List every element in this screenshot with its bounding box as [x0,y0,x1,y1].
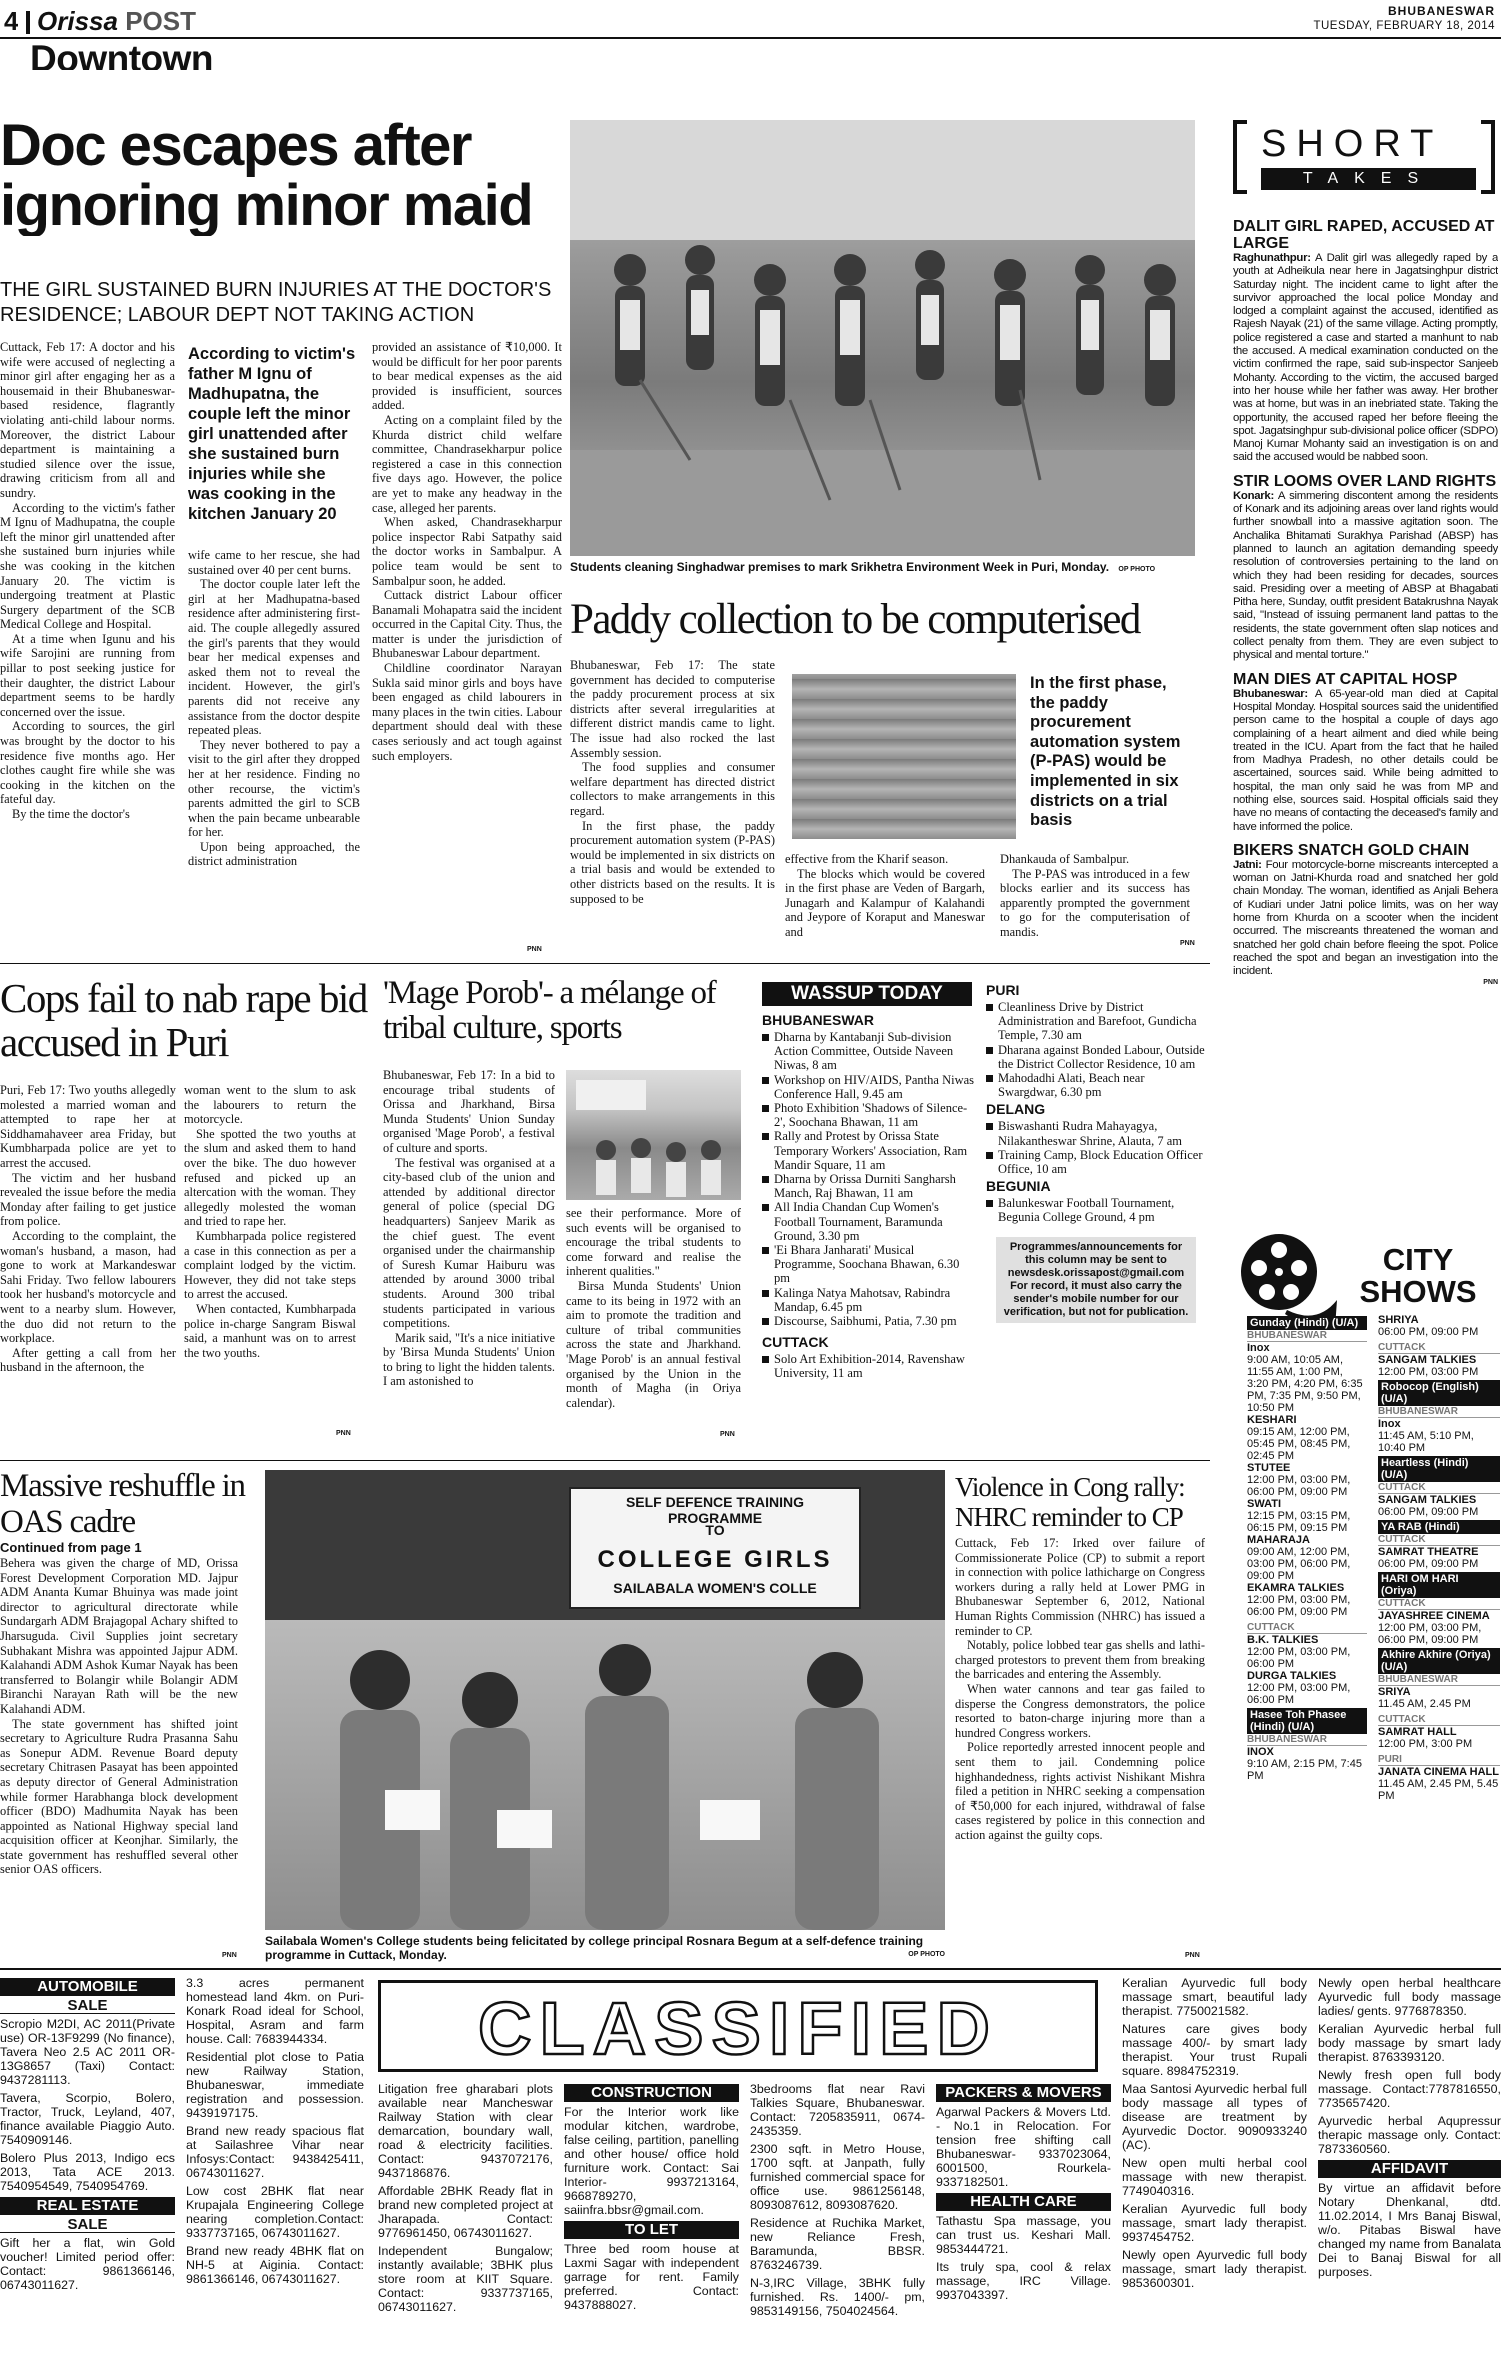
show-times: 11:45 AM, 5:10 PM, 10:40 PM [1378,1430,1474,1454]
short-take-item [1233,671,1498,834]
show-times: 12:00 PM, 3:00 PM [1378,1738,1473,1750]
violence-headline: Violence in Cong rally: NHRC reminder to CP [955,1472,1185,1532]
classified-ad: Tathastu Spa massage, you can trust us. Keshari Mall. 9853444721. [936,2214,1111,2256]
wassup-city: BEGUNIA [986,1178,1051,1195]
short-take-item [1233,218,1498,465]
classified-ad: N-3,IRC Village, 3BHK fully furnished. Rs. 1400/- pm, 9853149156, 7504024564. [750,2276,925,2318]
show-times: 12:00 PM, 03:00 PM, 06:00 PM, 09:00 PM [1247,1474,1351,1498]
theatre-name: SAMRAT HALL [1378,1726,1457,1738]
wassup-list-bhubaneswar: Dharna by Kantabanji Sub-division Action Committee, Outside Naveen Niwas, 8 am Workshop on HIV/AIDS, Pantha Niwas Conference Hall, 9.45 am Photo Exhibition 'Shadows of Silence-2', Soochana Bhawan, 11 am Rally and Protest by Orissa State Temporary Workers' Association, Ram Mandir Square, 11 am Dharna by Orissa Durniti Sangharsh Manch, Raj Bhawan, 11 am All India Chandan Cup Women's Football Tournament, Baramunda Ground, 3.30 pm 'Ei Bhara Janharati' Musical Programme, Soochana Bhawan, 6.30 pm Kalinga Natya Mahotsav, Rabindra Mandap, 6.45 pm Discourse, Saibhumi, Patia, 7.30 pm [762,1030,977,1328]
wassup-city: DELANG [986,1101,1046,1118]
students-photo-illustration [570,120,1195,556]
cops-headline: Cops fail to nab rape bid accused in Puri [0,976,367,1064]
classified-heading: CONSTRUCTION [564,2084,739,2102]
film-title: YA RAB (Hindi) [1378,1520,1500,1534]
rule-mid [0,963,1210,964]
wassup-city: CUTTACK [762,1334,829,1351]
classified-ad: Three bed room house at Laxmi Sagar with independent garrage for rent. Family preferred. Contact: 9437888027. [564,2242,739,2312]
short-takes-items [1233,218,1498,986]
classified-heading: HEALTH CARE [936,2193,1111,2211]
classified-ad: Independent Bungalow; instantly available; 3BHK plus store room at KIIT Square. Contact: 9337737165, 06743011627. [378,2244,553,2314]
wassup-title: WASSUP TODAY [762,982,972,1006]
theatre-name: Inox [1378,1418,1401,1430]
city-label: BHUBANESWAR [1247,1734,1367,1746]
theatre-name: SHRIYA [1378,1314,1419,1326]
show-times: 12:00 PM, 03:00 PM, 06:00 PM, 09:00 PM [1247,1594,1351,1618]
wassup-list-begunia: Balunkeswar Football Tournament, Begunia College Ground, 4 pm [986,1196,1206,1224]
wassup-col-left [762,1010,977,1381]
paddy-headline: Paddy collection to be computerised [570,596,1140,643]
classified-heading: AUTOMOBILE [0,1978,175,1996]
cops-col-1: Puri, Feb 17: Two youths allegedly molested a married woman and attempted to rape her at Siddhamahaveer area Friday, but Kumbharpada police are yet to arrest the accused. The victim and her husband revealed the issue before the media Monday after failing to get justice from police. According to the complaint, the woman's husband, a mason, had gone to work at Markandeswar Sahi Friday. Two fellow labourers took her husband's motorcycle and went to a nearby slum. However, the duo did not return to the workplace. After getting a call from her husband in the afternoon, the [0,1083,176,1375]
reshuffle-headline: Massive reshuffle in OAS cadre [0,1468,245,1540]
lead-col-1: Cuttack, Feb 17: A doctor and his wife were accused of neglecting a minor girl after engaging her as a housemaid in their Bhubaneswar-based residence, flagrantly violating anti-child labour norms. Moreover, the district Labour department is maintaining a studied silence over the issue, drawing criticism from all and sundry. According to the victim's father M Ignu of Madhupatna, the couple left the minor girl unattended after she sustained burn injuries while she was cooking in the kitchen January 20. The victim is undergoing treatment at Plastic Surgery department of the SCB Medical College and Hospital. At a time when Igunu and his wife Sarojini are running from pillar to post seeking justice for their daughter, the district Labour department seems to be hardly concerned over the issue. According to sources, the girl was brought by the doctor to his residence five months ago. Her clothes caught fire while she was cooking in the kitchen on the fateful day. By the time the doctor's [0,340,175,821]
photo1-caption [570,560,1195,577]
classified-heading: TO LET [564,2221,739,2239]
wassup-city: BHUBANESWAR [762,1012,874,1028]
theatre-name: SWATI [1247,1498,1282,1510]
show-times: 06:00 PM, 09:00 PM [1378,1558,1479,1570]
photo1-caption-text: Students cleaning Singhadwar premises to mark Srikhetra Environment Week in Puri, Monday. [570,560,1110,574]
reshuffle-body: Behera was given the charge of MD, Orissa Forest Development Corporation MD. Jajpur ADM Ananta Kumar Bhuinya was made joint director to agricultural directorate while Sundargarh ADM Brajagopal Achary shifted to Jharsuguda. Civil Supplies joint secretary Subhakant Mishra was appointed Jajpur ADM. Kalahandi ADM Ashok Kumar Nayak has been transferred to Bolangir while Bolangir ADM Biranchi Narayan Rath will be the new Kalahandi ADM. The state government has shifted joint secretary to Agriculture Rudra Prasanna Sahu as Sonepur ADM. Revenue Board deputy secretary Chitrasen Pasayat has been appointed as deputy director of General Administration while former Harabhanga block development officer (BDO) Madhumita Nayak has been appointed as National Highway special land acquisition officer at Keonjhar. Similarly, the state government has reshuffled several other senior OAS officers. [0,1556,238,1877]
paddy-pullquote: In the first phase, the paddy procurement automation system (P-PAS) would be implemented in six districts on a trial basis [1030,674,1181,830]
short-takes-sidebar [1233,118,1501,1176]
city-label: CUTTACK [1378,1482,1500,1494]
city-shows [1233,1230,1501,1960]
classified-ad: Residence at Ruchika Market, new Reliance Fresh, Baramunda, BBSR. 8763246739. [750,2216,925,2272]
classified-col-1 [0,1976,175,2360]
theatre-name: SANGAM TALKIES [1378,1494,1477,1506]
reshuffle-continued: Continued from page 1 [0,1540,142,1555]
classified-ad: 3.3 acres permanent homestead land 4km. on Puri-Konark Road ideal for School, Hospital, Asram and farm house. Call: 7683944334. [186,1976,364,2046]
classified-col-2 [186,1976,364,2360]
classified-ad: Affordable 2BHK Ready flat in brand new completed project at Jharapada. Contact: 9776961450, 06743011627. [378,2184,553,2240]
theatre-name: SAMRAT THEATRE [1378,1546,1479,1558]
classified-ad: Bolero Plus 2013, Indigo ecs 2013, Tata ACE 2013. 7540954549, 7540954769. [0,2151,175,2193]
paddy-col-2: effective from the Kharif season. The blocks which would be covered in the first phase are Veden of Bargarh, Junagarh and Kalampur of Kalahandi and Jeypore of Koraput and Maneswar and [785,852,985,939]
banner-line-2: COLLEGE GIRLS [597,1546,833,1573]
classified-ad: Newly fresh open full body massage. Contact:7787816550, 7735657420. [1318,2068,1501,2110]
classified-ad: For the Interior work like modular kitchen, wardrobe, false ceiling, partition, panelling and other house/ office hold furniture work. Contact: Sai Interior- 9937213164, 9668789270, saiinfra.bbsr@gmail.com. [564,2105,739,2217]
cops-byline: PNN [336,1430,351,1437]
show-times: 12:00 PM, 03:00 PM, 06:00 PM [1247,1682,1351,1706]
show-times: 12:00 PM, 03:00 PM, 06:00 PM, 09:00 PM [1378,1622,1482,1646]
show-times: 06:00 PM, 09:00 PM [1378,1326,1479,1338]
students-cleaning-photo [570,120,1195,556]
city-label: PURI [1378,1754,1500,1766]
classified-banner-text: CLASSIFIED [478,1989,998,2069]
city-shows-title-line2: SHOWS [1359,1276,1477,1308]
classified-ad: New open multi herbal cool massage with new therapist. 7749040316. [1122,2156,1307,2198]
wassup-col-right [986,982,1206,1323]
city-label: CUTTACK [1378,1714,1500,1726]
theatre-name: JAYASHREE CINEMA [1378,1610,1490,1622]
film-title: Heartless (Hindi) (U/A) [1378,1456,1500,1482]
wassup-city: PURI [986,982,1020,998]
theatre-name: DURGA TALKIES [1247,1670,1337,1682]
classified-subheading: SALE [0,1999,175,2014]
classified-ad: Keralian Ayurvedic full body massage, smart lady therapist. 9937454752. [1122,2202,1307,2244]
classified-heading: REAL ESTATE [0,2197,175,2215]
short-take-body: Bhubaneswar: A 65-year-old man died at Capital Hospital Monday. Hospital sources said the unidentified person came to the hospital a couple of days ago complaining of a heart ailment and died while being treated in the ICU. Apart from the fact that he hailed from Madhya Pradesh, no other details could be ascertained, sources said. While being admitted to hospital, the man only said he was from MP and nothing else, sources said. Hospital officials said they have no means of contacting the deceased's family and have informed the police. [1233,687,1498,833]
classified-col-7 [1122,1976,1307,2360]
classified-ad: Residential plot close to Patia new Railway Station, Bhubaneswar, immediate registration and possession. 9439197175. [186,2050,364,2120]
dateline-city: BHUBANESWAR [1388,4,1495,18]
mage-col-2: see their performance. More of such events will be organised to encourage the tribal students to come forward and realise the inherent qualities." Birsa Munda Students' Union came to its being in 1972 with an aim to promote the tradition and culture of tribal communities across the state and Jharkhand. 'Mage Porob' is an annual festival organised by the Union in the month of Magha (in Oriya calendar). [566,1206,741,1410]
city-label: BHUBANESWAR [1247,1330,1367,1342]
wassup-list-puri: Cleanliness Drive by District Administration and Barefoot, Gundicha Temple, 7.30 am Dharana against Bonded Labour, Outside the District Collector Residence, 10 am Mahodadhi Alati, Beach near Swargdwar, 6.30 pm [986,1000,1206,1099]
classified-heading: PACKERS & MOVERS [936,2084,1111,2102]
brand-caps: POST [125,6,196,36]
lead-col-3: provided an assistance of ₹10,000. It would be difficult for her poor parents to bear medical expenses as the aid provided is insufficient, sources added. Acting on a complaint filed by the Khurda district child welfare committee, Chandrasekharpur police registered a case in this connection five days ago. However, the police are yet to make any headway in the case, alleged her parents. When asked, Chandrasekharpur police inspector Rabi Satpathy said the doctor works in Sambalpur. A police team would be sent to Sambalpur soon, he added. Cuttack district Labour officer Banamali Mohapatra said the incident occurred in the Capital City. Thus, the matter is under the jurisdiction of Bhubaneswar Labour department. Childline coordinator Narayan Sukla said minor girls and boys have been engaged as child labourers in many places in the twin cities. Labour department should deal with these cases seriously and act tough against such employers. [372,340,562,763]
film-title: Akhire Akhire (Oriya) (U/A) [1378,1648,1500,1674]
classified-ad: Maa Santosi Ayurvedic herbal full body massage all types of disease are treatment by Ayurvedic Doctor. 9090933240 (AC). [1122,2082,1307,2152]
short-take-headline: STIR LOOMS OVER LAND RIGHTS [1233,472,1497,490]
short-take-headline: MAN DIES AT CAPITAL HOSP [1233,670,1458,688]
photo2-caption-text: Sailabala Women's College students being felicitated by college principal Rosnara Begum at a self-defence training programme in Cuttack, Monday. [265,1934,924,1962]
banner-to: TO [705,1522,725,1538]
wassup-box [762,982,1212,1442]
theatre-name: Inox [1247,1342,1270,1354]
masthead [0,0,1501,70]
city-label: CUTTACK [1378,1598,1500,1610]
classified-banner [378,1980,1098,2072]
show-times: 9:00 AM, 10:05 AM, 11:55 AM, 1:00 PM, 3:20 PM, 4:20 PM, 6:35 PM, 7:35 PM, 9:50 PM, 10:50 PM [1247,1354,1363,1414]
short-take-body: Raghunathpur: A Dalit girl was allegedly raped by a youth at Adheikula near here in Jagatsinghpur district Saturday night. The incident came to light after the survivor approached the local police Monday and lodged a complaint against the accused, identified as Rajesh Nayak (21) of the same village. Acting promptly, police registered a case and started a manhunt to nab the accused. A medical examination conducted on the victim confirmed the rape, said sub-inspector Sanjeeb Mohanty. According to the victim, the accused barged into her house while her father was away. Her brother was at home, but was in an inebriated state. Taking the opportunity, the accused raped her before fleeing the spot. Jagatsinghpur sub-divisional police officer (SDPO) Manoj Kumar Mohanty said an investigation is on and said the accused would be nabbed soon. [1233,252,1498,464]
show-times: 11.45 AM, 2.45 PM, 5.45 PM [1378,1778,1499,1802]
masthead-rule [0,37,1501,39]
classified-ad: Keralian Ayurvedic full body massage smart, beautiful lady therapist. 7750021582. [1122,1976,1307,2018]
classified-ad: Litigation free gharabari plots available near Mancheswar Railway Station with clear demarcation, boundary wall, road & electricity facilities. Contact: 9437072176, 9437186876. [378,2082,553,2180]
show-times: 11.45 AM, 2.45 PM [1378,1698,1471,1710]
show-times: 06:00 PM, 09:00 PM [1378,1506,1479,1518]
film-title: Robocop (English) (U/A) [1378,1380,1500,1406]
theatre-name: SANGAM TALKIES [1378,1354,1477,1366]
paddy-byline: PNN [1180,940,1195,947]
lead-col-2: wife came to her rescue, she had sustained over 40 per cent burns. The doctor couple later left the girl at her Madhupatna-based residence after administering first-aid. The couple allegedly assured the girl's parents that they would bear her medical expenses and asked them not to reveal the incident. However, the girl's parents did not receive any assistance from the doctor despite repeated pleas. They never bothered to pay a visit to the girl after they dropped her at her residence. Finding no other recourse, the victim's parents admitted the girl to SCB when the pain became unbearable for her. Upon being approached, the district administration [188,548,360,869]
short-take-item [1233,842,1498,979]
classified-col-6 [936,2082,1111,2360]
film-title: Hasee Toh Phasee (Hindi) (U/A) [1247,1708,1367,1734]
classified-ad: Scropio M2DI, AC 2011(Private use) OR-13F9299 (No finance), Tavera Neo 2.5 AC 2011 OR-13G8657 (Taxi) Contact: 9437281113. [0,2017,175,2087]
theatre-name: STUTEE [1247,1462,1291,1474]
city-label: BHUBANESWAR [1378,1674,1500,1686]
violence-body: Cuttack, Feb 17: Irked over failure of Commissionerate Police (CP) to submit a report in connection with police lathicharge on Congress workers during a rally held at Lower PMG in Bhubaneswar September 6, 2012, National Human Rights Commission (NHRC) has issued a reminder to CP. Notably, police lobbed tear gas shells and lathi-charged protestors to prevent them from breaking the barricades and entering the Assembly. When water cannons and tear gas failed to disperse the Congress demonstrators, the police resorted to baton-charge injuring more than a hundred Congress workers. Police reportedly arrested innocent people and sent them to jail. Condemning police highhandedness, rights activist Nishikant Mishra filed a petition in NHRC seeking a compensation of ₹50,000 for each injured, withdrawal of false cases registered by police in this connection and action against the guilty cops. [955,1536,1205,1842]
self-defence-photo-illustration [265,1470,945,1930]
classified-ad: By virtue an affidavit before Notary Dhenkanal, dtd. 11.02.2014, I Mrs Banaj Biswal, w/o. Pitabas Biswal have changed my name from Banalata Dei to Banaj Biswal for all purposes. [1318,2181,1501,2279]
classified-ad: Brand new ready 4BHK flat on NH-5 at Aiginia. Contact: 9861366146, 06743011627. [186,2244,364,2286]
photo1-credit: OP PHOTO [1118,566,1156,573]
classified-ad: Its truly spa, cool & relax massage, IRC Village. 9937043397. [936,2260,1111,2302]
short-takes-byline: PNN [1483,978,1498,986]
city-label: CUTTACK [1247,1622,1367,1634]
rule-classified [0,1968,1501,1970]
classified-col-4 [564,2082,739,2360]
city-shows-col-right [1378,1314,1500,1802]
lead-deck: THE GIRL SUSTAINED BURN INJURIES AT THE DOCTOR'S RESIDENCE; LABOUR DEPT NOT TAKING ACTION [0,279,552,326]
theatre-name: JANATA CINEMA HALL [1378,1766,1499,1778]
lead-byline: PNN [527,946,542,953]
short-take-headline: DALIT GIRL RAPED, ACCUSED AT LARGE [1233,218,1495,252]
city-label: CUTTACK [1378,1342,1500,1354]
banner-line-1: SELF DEFENCE TRAINING PROGRAMME [625,1494,805,1526]
rule-lower [0,1460,1210,1461]
city-label: CUTTACK [1378,1534,1500,1546]
short-takes-logo [1233,118,1501,198]
masthead-divider [26,11,30,34]
short-takes-bracket-left [1233,120,1247,194]
film-title: HARI OM HARI (Oriya) [1378,1572,1500,1598]
short-take-body: Konark: A simmering discontent among the residents of Konark and its adjoining areas over land rights would further snowball into a massive agitation soon. The Anchalika Bhitamati Surakhya Parishad (ABSP) has planned to launch an agitation demanding speedy resolution of controversies pertaining to the land on which they had been residing for decades, sources said. Presiding over a meeting of ABSP at Bhagabati Pitha here, Sunday, outfit president Batakrushna Nayak said, "Instead of issuing permanent land pattas to the residents, the state government often slap notices and collect penalty from them. They are even subject to physical and mental torture." [1233,489,1498,662]
paddy-sacks-photo [792,674,1016,839]
self-defence-photo [265,1470,945,1930]
wassup-list-cuttack: Solo Art Exhibition-2014, Ravenshaw University, 11 am [762,1352,977,1380]
classified-ad: Tavera, Scorpio, Bolero, Tractor, Truck, Leyland, 407, finance available Piaggio Auto. 7540909146. [0,2091,175,2147]
wassup-list-delang: Biswashanti Rudra Mahayagya, Nilakantheswar Shrine, Alauta, 7 am Training Camp, Block Education Officer Office, 10 am [986,1119,1206,1176]
theatre-name: INOX [1247,1746,1274,1758]
theatre-name: KESHARI [1247,1414,1297,1426]
violence-byline: PNN [1185,1952,1200,1959]
short-takes-title-bottom: TAKES [1261,168,1476,190]
classified-ad: Ayurvedic herbal Aqupressur therapic massage only. Contact: 7873360560. [1318,2114,1501,2156]
dateline-date: TUESDAY, FEBRUARY 18, 2014 [1313,20,1495,32]
photo2-caption [265,1934,945,1962]
classified-ad: Natures care gives body massage 400/- by smart lady therapist. Your trust Rupali square. 8984752319. [1122,2022,1307,2078]
classified-ad: Low cost 2BHK flat near Krupajala Engineering College nearing completion.Contact: 9337737165, 06743011627. [186,2184,364,2240]
show-times: 12:00 PM, 03:00 PM, 06:00 PM [1247,1646,1351,1670]
section-brand [37,6,196,37]
city-shows-title-line1: CITY [1382,1244,1454,1276]
classified-ad: 2300 sqft. in Metro House, 1700 sqft. at Janpath, fully furnished commercial space for office use. 9861256148, 8093087612, 8093087620. [750,2142,925,2212]
show-times: 09:15 AM, 12:00 PM, 05:45 PM, 08:45 PM, 02:45 PM [1247,1426,1351,1462]
classified-heading: AFFIDAVIT [1318,2160,1501,2178]
banner-line-3: SAILABALA WOMEN'S COLLE [613,1580,817,1596]
classified-col-3 [378,2082,553,2360]
cops-col-2: woman went to the slum to ask the labourers to return the motorcycle. She spotted the two youths at the slum and asked them to hand over the bike. The duo however refused and picked up an altercation with the woman. They allegedly molested the woman and tried to rape her. Kumbharpada police registered a case in this connection as per a complaint lodged by the victim. However, they did not take steps to arrest the accused. When contacted, Kumbharpada police in-charge Sangram Biswal said, a manhunt was on to arrest the two youths. [184,1083,356,1360]
classified-ad: Agarwal Packers & Movers Ltd. - No.1 in Relocation. For tension free shifting call Bhubaneswar- 9337023064, 6001500, Rourkela- 9337182501. [936,2105,1111,2189]
classified-ad: Keralian Ayurvedic herbal full body massage by smart lady therapist. 8763393120. [1318,2022,1501,2064]
short-take-headline: BIKERS SNATCH GOLD CHAIN [1233,841,1470,859]
short-take-item [1233,473,1498,663]
theatre-name: SRIYA [1378,1686,1411,1698]
show-times: 09:00 AM, 12:00 PM, 03:00 PM, 06:00 PM, 09:00 PM [1247,1546,1351,1582]
city-shows-col-left [1247,1314,1367,1782]
theatre-name: EKAMRA TALKIES [1247,1582,1345,1594]
show-times: 12:15 PM, 03:15 PM, 06:15 PM, 09:15 PM [1247,1510,1351,1534]
classified-col-8 [1318,1976,1501,2360]
short-takes-title-top: SHORT [1261,124,1444,164]
page-number: 4 [4,6,19,36]
classified-subheading: SALE [0,2218,175,2233]
mage-headline: 'Mage Porob'- a mélange of tribal culture, sports [383,976,716,1046]
wassup-note: Programmes/announcements for this column may be sent to newsdesk.orissapost@gmail.com For record, it must also carry the sender's mobile number for our verification, but not for publication. [996,1237,1196,1323]
mage-porob-photo [566,1070,741,1200]
city-label: BHUBANESWAR [1378,1406,1500,1418]
mage-photo-illustration [566,1070,741,1200]
mage-col-1: Bhubaneswar, Feb 17: In a bid to encourage tribal students of Orissa and Jharkhand, Birsa Munda Students' Union Sunday organised 'Mage Porob', a festival of culture and sports. The festival was organised at a city-based club of the union and attended by additional director general of police (special DG headquarters) Sanjeev Marik as the chief guest. The event organised under the chairmanship of Suresh Kumar Haiburu was attended by around 3000 tribal students. Around 300 tribal students participated in various competitions. Marik said, "It's a nice initiative by 'Birsa Munda Students' Union to bring to light the hidden talents. I am astonished to [383,1068,555,1389]
theatre-name: MAHARAJA [1247,1534,1310,1546]
photo2-credit: OP PHOTO [908,1951,945,1958]
classified-ad: Newly open Ayurvedic full body massage, smart lady therapist. 9853600301. [1122,2248,1307,2290]
page-title: Downtown [30,38,214,70]
classified-col-5 [750,2082,925,2360]
theatre-name: B.K. TALKIES [1247,1634,1319,1646]
reshuffle-byline: PNN [222,1952,237,1959]
classified-ad: Newly open herbal healthcare Ayurvedic full body massage ladies/ gents. 9776878350. [1318,1976,1501,2018]
film-title: Gunday (Hindi) (U/A) [1247,1316,1367,1330]
classified-ad: Gift her a flat, win Gold voucher! Limited period offer: Contact: 9861366146, 06743011627. [0,2236,175,2292]
classified-ad: 3bedrooms flat near Ravi Talkies Square, Bhubaneswar. Contact: 7205835911, 0674-2435359. [750,2082,925,2138]
classified-ad: Brand new ready spacious flat at Sailashree Vihar near Infosys:Contact: 9438425411, 06743011627. [186,2124,364,2180]
lead-pullquote: According to victim's father M Ignu of Madhupatna, the couple left the minor girl unattended after she sustained burn injuries while she was cooking in the kitchen January 20 [188,345,356,523]
lead-headline: Doc escapes after ignoring minor maid [0,116,533,236]
short-takes-bracket-right [1481,120,1495,194]
show-times: 12:00 PM, 03:00 PM [1378,1366,1479,1378]
brand-italic: Orissa [37,6,118,36]
show-times: 9:10 AM, 2:15 PM, 7:45 PM [1247,1758,1362,1782]
short-take-body: Jatni: Four motorcycle-borne miscreants intercepted a woman on Jatni-Khurda road and snatched her gold chain Monday. The woman, identified as Anjali Behera of Kudiari under Jatni police limits, was on her way home from Khurda on a scooter when the incident occurred. The miscreants threatened the woman and snatched her gold chain before fleeing the spot. Police reached the spot and began an investigation into the incident. [1233,858,1498,978]
mage-byline: PNN [720,1431,735,1438]
paddy-col-1: Bhubaneswar, Feb 17: The state government has decided to computerise the paddy procurement process at six districts after several irregularities at different district mandis came to light. The issue had also rocked the last Assembly session. The food supplies and consumer welfare department has directed district collectors to make arrangements in this regard. In the first phase, the paddy procurement automation system (P-PAS) would be implemented in six districts on a trial basis and would be extended to other districts based on the results. It is supposed to be [570,658,775,906]
paddy-col-3: Dhankauda of Sambalpur. The P-PAS was introduced in a few blocks earlier and its success has apparently prompted the government to go for the computerisation of mandis. [1000,852,1190,939]
